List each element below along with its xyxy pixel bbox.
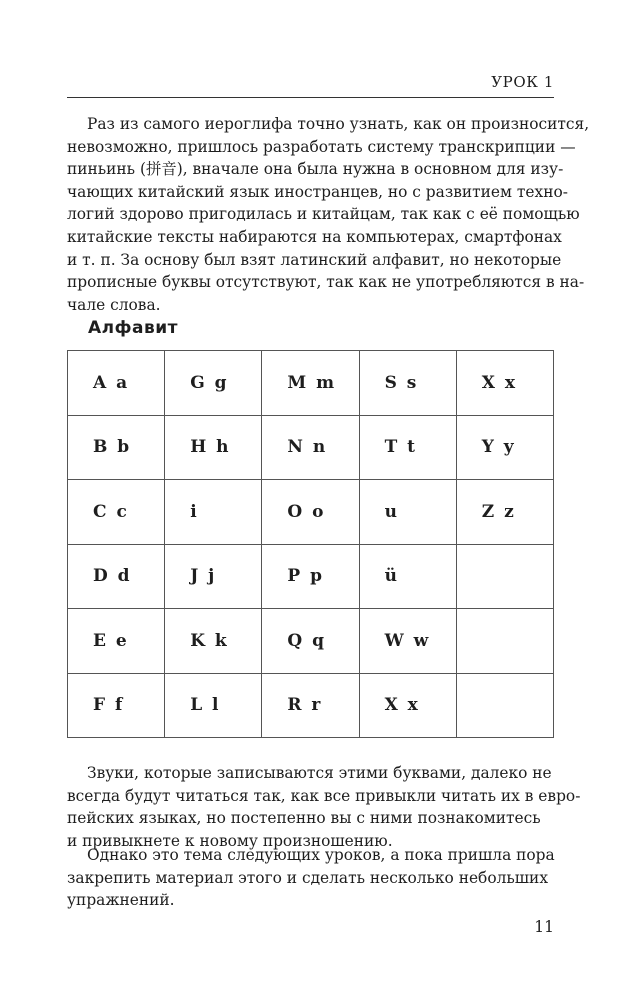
table-cell: P p [262, 544, 359, 609]
table-cell [456, 609, 553, 674]
table-row [68, 351, 554, 416]
table-cell: O o [262, 480, 359, 545]
paragraph-line: логий здорово пригодилась и китайцам, так как с её помощью [67, 205, 580, 224]
paragraph-line: закрепить материал этого и сделать несколько небольших [67, 868, 548, 887]
table-row [68, 480, 554, 545]
table-cell: D d [68, 544, 165, 609]
table-cell: X x [359, 673, 456, 738]
table-cell: M m [262, 351, 359, 416]
table-cell: K k [165, 609, 262, 674]
paragraph-line: пейских языках, но постепенно вы с ними познакомитесь [67, 809, 541, 828]
table-cell: X x [456, 351, 553, 416]
paragraph-line: чающих китайский язык иностранцев, но с развитием техно- [67, 182, 568, 201]
paragraph-line: упражнений. [67, 891, 175, 910]
table-cell: Z z [456, 480, 553, 545]
table-cell: Y y [456, 415, 553, 480]
paragraph-line: Однако это тема следующих уроков, а пока пришла пора [87, 846, 555, 864]
alphabet-table [67, 350, 554, 738]
table-row [68, 673, 554, 738]
intro-paragraph [67, 113, 590, 316]
paragraph-line: и привыкнете к новому произношению. [67, 831, 393, 850]
paragraph-line: и т. п. За основу был взят латинский алфавит, но некоторые [67, 250, 562, 269]
table-cell: A a [68, 351, 165, 416]
table-cell: G g [165, 351, 262, 416]
table-cell: N n [262, 415, 359, 480]
table-cell: W w [359, 609, 456, 674]
paragraph-line: китайские тексты набираются на компьютерах, смартфонах [67, 227, 562, 246]
sounds-paragraph [67, 762, 581, 852]
running-head: УРОК 1 [67, 73, 554, 98]
table-cell: B b [68, 415, 165, 480]
paragraph-line: Звуки, которые записываются этими буквами, далеко не [87, 764, 552, 782]
table-cell: T t [359, 415, 456, 480]
table-row [68, 415, 554, 480]
closing-paragraph [67, 844, 554, 912]
table-cell: C c [68, 480, 165, 545]
table-cell: u [359, 480, 456, 545]
table-cell: F f [68, 673, 165, 738]
table-cell: ü [359, 544, 456, 609]
table-cell [456, 544, 553, 609]
table-row [68, 544, 554, 609]
page-number: 11 [534, 918, 554, 936]
table-cell: J j [165, 544, 262, 609]
table-cell: L l [165, 673, 262, 738]
paragraph-line: чале слова. [67, 295, 161, 314]
table-cell: i [165, 480, 262, 545]
table-cell: H h [165, 415, 262, 480]
table-cell: E e [68, 609, 165, 674]
table-cell [456, 673, 553, 738]
paragraph-line: невозможно, пришлось разработать систему транскрипции — [67, 137, 576, 156]
table-cell: R r [262, 673, 359, 738]
paragraph-line: всегда будут читаться так, как все привыкли читать их в евро- [67, 786, 581, 805]
table-cell: S s [359, 351, 456, 416]
table-cell: Q q [262, 609, 359, 674]
table-row [68, 609, 554, 674]
paragraph-line: пиньинь (拼音), вначале она была нужна в основном для изу- [67, 160, 564, 179]
paragraph-line: Раз из самого иероглифа точно узнать, как он произносится, [87, 115, 590, 133]
section-title: Алфавит [88, 318, 178, 338]
paragraph-line: прописные буквы отсутствуют, так как не употребляются в на- [67, 273, 585, 292]
